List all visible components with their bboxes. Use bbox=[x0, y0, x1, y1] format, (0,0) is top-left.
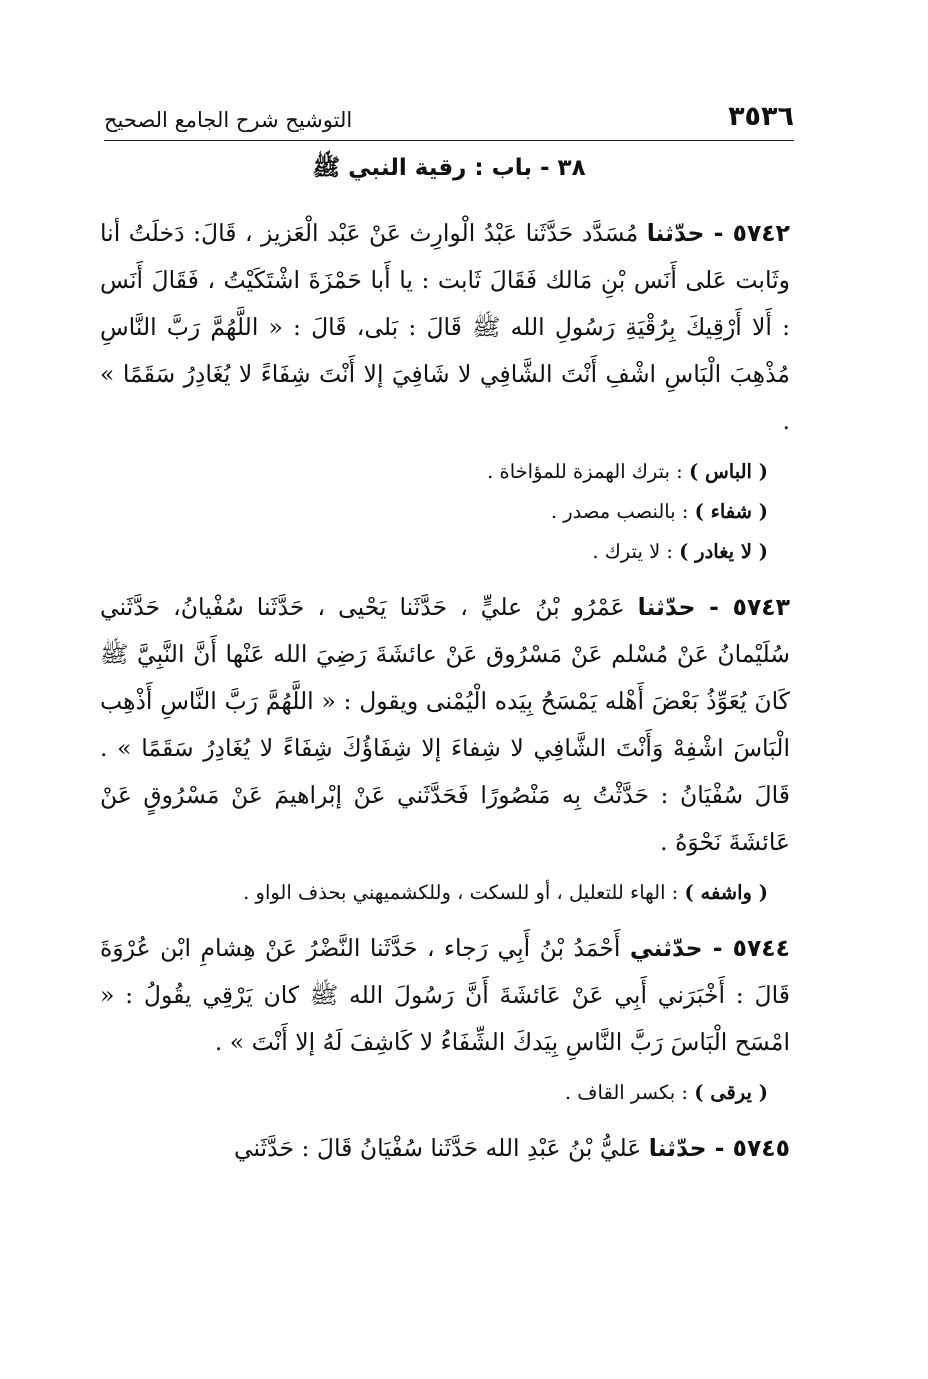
page-body bbox=[100, 210, 790, 1172]
hadith-text: عَمْرُو بْنُ عليٍّ ، حَدَّثَنا يَحْيى ، حَدَّثَنا سُفْيانُ، حَدَّثَني سُلَيْمانُ عَنْ مُسْلم عَنْ مَسْرُوق عَنْ عائشَةَ رَضِيَ الله عَنْها أَنَّ النَّبِيَّ ﷺ كَانَ يُعَوِّذُ بَعْضَ أَهْله يَمْسَحُ بِيَده الْيُمْنى ويقول : « اللَّهُمَّ رَبَّ النَّاسِ أَذْهِب الْبَاسَ اشْفِهْ وَأَنْتَ الشَّافِي لا شِفاءَ إلا شِفَاؤُكَ شِفَاءً لا يُغَادِرُ سَقَمًا » . قَالَ سُفْيَانُ : حَدَّثْتُ بِه مَنْصُورًا فَحَدَّثَني عَنْ إبْراهيمَ عَنْ مَسْرُوقٍ عَنْ عَائشَةَ نَحْوَهُ . bbox=[100, 593, 790, 856]
hadith-text: مُسَدَّد حَدَّثَنا عَبْدُ الْوارِث عَنْ عَبْد الْعَزيز ، قَالَ: دَخلَتُ أنا وثَابت عَلى أَنَس بْنِ مَالك فَقَالَ ثَابت : يا أَبا حَمْزَةَ اشْتَكَيْتُ ، فَقَالَ أَنَس : أَلا أَرْقِيكَ بِرُقْيَةِ رَسُولِ الله ﷺ قَالَ : بَلى، قَالَ : « اللَّهُمَّ رَبَّ النَّاسِ مُذْهِبَ الْبَاسِ اشْفِ أَنْتَ الشَّافِي لا شَافِيَ إلا أَنْتَ شِفَاءً لا يُغَادِرُ سَقَمًا » . bbox=[100, 219, 790, 435]
page-number: ٣٥٣٦ bbox=[728, 101, 794, 132]
hadith-5744 bbox=[100, 925, 790, 1066]
hadith-number: ٥٧٤٤ - حدّثني bbox=[629, 934, 790, 962]
header-rule bbox=[104, 140, 794, 141]
hadith-5742 bbox=[100, 210, 790, 445]
note-gloss: : بترك الهمزة للمؤاخاة . bbox=[487, 460, 683, 483]
note-term: ( شفاء ) bbox=[694, 500, 768, 523]
note bbox=[100, 879, 768, 906]
note-term: ( يرقى ) bbox=[694, 1081, 768, 1104]
book-title: التوشيح شرح الجامع الصحيح bbox=[104, 108, 353, 132]
hadith-5745 bbox=[100, 1125, 790, 1172]
note-gloss: : بالنصب مصدر . bbox=[550, 500, 689, 523]
note bbox=[100, 1079, 768, 1106]
note bbox=[100, 538, 768, 565]
note-gloss: : لا يترك . bbox=[592, 540, 673, 563]
hadith-5743 bbox=[100, 584, 790, 866]
hadith-number: ٥٧٤٣ - حدّثنا bbox=[637, 593, 790, 621]
note bbox=[100, 458, 768, 485]
note-term: ( واشفه ) bbox=[684, 881, 768, 904]
running-header bbox=[104, 92, 794, 132]
chapter-title: ٣٨ - باب : رقية النبي ﷺ bbox=[312, 155, 586, 181]
hadith-number: ٥٧٤٢ - حدّثنا bbox=[646, 219, 790, 247]
note bbox=[100, 498, 768, 525]
note-gloss: : الهاء للتعليل ، أو للسكت ، وللكشميهني بحذف الواو . bbox=[243, 881, 679, 904]
note-gloss: : بكسر القاف . bbox=[564, 1081, 688, 1104]
hadith-text: عَليُّ بْنُ عَبْدِ الله حَدَّثَنا سُفْيَانُ قَالَ : حَدَّثَني bbox=[233, 1134, 642, 1162]
note-term: ( الباس ) bbox=[688, 460, 768, 483]
hadith-text: أَحْمَدُ بْنُ أَبِي رَجاء ، حَدَّثَنا النَّضْرُ عَنْ هِشامِ ابْن عُرْوَةَ قَالَ : أَخْبَرَني أَبِي عَنْ عَائشَةَ أَنَّ رَسُولَ الله ﷺ كان يَرْقِي يقُولُ : « امْسَح الْبَاسَ رَبَّ النَّاسِ بِيَدكَ الشِّفَاءُ لا كَاشِفَ لَهُ إلا أَنْتَ » . bbox=[100, 934, 790, 1056]
note-term: ( لا يغادر ) bbox=[679, 540, 768, 563]
hadith-number: ٥٧٤٥ - حدّثنا bbox=[648, 1134, 790, 1162]
